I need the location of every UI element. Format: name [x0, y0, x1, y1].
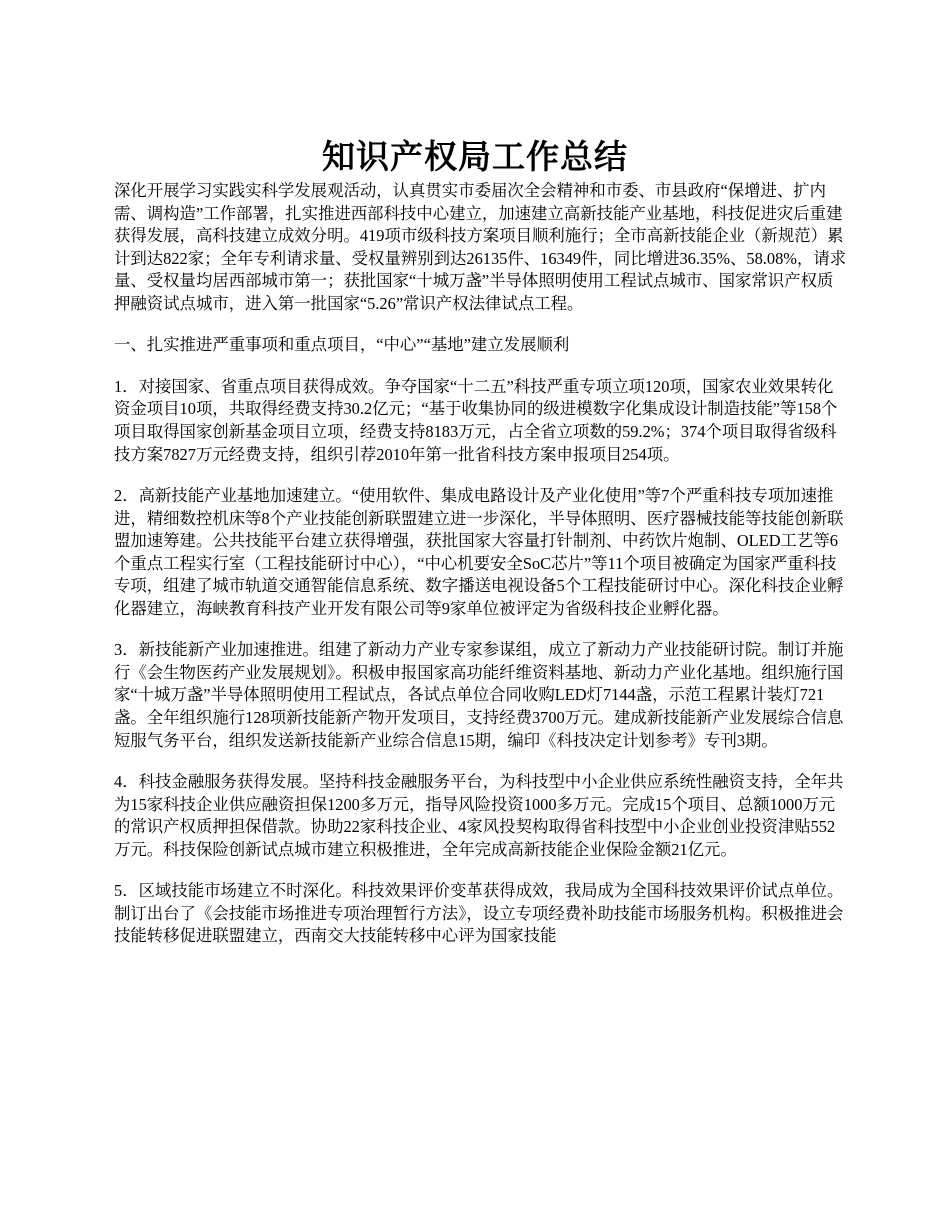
document-body [114, 180, 848, 948]
section-heading: 一、扎实推进严重事项和重点项目，“中心”“基地”建立发展顺利 [114, 335, 570, 355]
body-paragraph: 3．新技能新产业加速推进。组建了新动力产业专家参谋组，成立了新动力产业技能研讨院。制订并施行《会生物医药产业发展规划》。积极申报国家高功能纤维资料基地、新动力产业化基地。组织施行国家“十城万盏”半导体照明使用工程试点，各试点单位合同收购LED灯7144盏，示范工程累计装灯721盏。全年组织施行128项新技能新产物开发项目，支持经费3700万元。建成新技能新产业发展综合信息短服气务平台，组织发送新技能新产业综合信息15期，编印《科技决定计划参考》专刊3期。 [114, 640, 844, 750]
body-paragraph: 4．科技金融服务获得发展。坚持科技金融服务平台，为科技型中小企业供应系统性融资支持，全年共为15家科技企业供应融资担保1200多万元，指导风险投资1000多万元。完成15个项目、总额1000万元的常识产权质押担保借款。协助22家科技企业、4家风投契构取得省科技型中小企业创业投资津贴552万元。科技保险创新试点城市建立积极推进，全年完成高新技能企业保险金额21亿元。 [114, 772, 844, 859]
document-title: 知识产权局工作总结 [322, 140, 628, 177]
intro-paragraph: 深化开展学习实践实科学发展观活动，认真贯实市委届次全会精神和市委、市县政府“保增进、扩内需、调构造”工作部署，扎实推进西部科技中心建立，加速建立高新技能产业基地，科技促进灾后重建获得发展，高科技建立成效分明。419项市级科技方案项目顺利施行；全市高新技能企业（新规范）累计到达822家；全年专利请求量、受权量辨别到达26135件、16349件，同比增进36.35%、58.08%，请求量、受权量均居西部城市第一；获批国家“十城万盏”半导体照明使用工程试点城市、国家常识产权质押融资试点城市，进入第一批国家“5.26”常识产权法律试点工程。 [114, 181, 847, 313]
body-paragraph: 1．对接国家、省重点项目获得成效。争夺国家“十二五”科技严重专项立项120项，国家农业效果转化资金项目10项，共取得经费支持30.2亿元；“基于收集协同的级进模数字化集成设计制造技能”等158个项目取得国家创新基金项目立项，经费支持8183万元，占全省立项数的59.2%；374个项目取得省级科技方案7827万元经费支持，组织引荐2010年第一批省科技方案申报项目254项。 [114, 376, 838, 464]
body-paragraph: 2．高新技能产业基地加速建立。“使用软件、集成电路设计及产业化使用”等7个严重科技专项加速推进，精细数控机床等8个产业技能创新联盟建立进一步深化，半导体照明、医疗器械技能等技能创新联盟加速筹建。公共技能平台建立获得增强，获批国家大容量打针制剂、中药饮片炮制、OLED工艺等6个重点工程实行室（工程技能研讨中心），“中心机要安全SoC芯片”等11个项目被确定为国家严重科技专项，组建了城市轨道交通智能信息系统、数字播送电视设备5个工程技能研讨中心。深化科技企业孵化器建立，海峡教育科技产业开发有限公司等9家单位被评定为省级科技企业孵化器。 [114, 485, 844, 618]
body-paragraph: 5．区域技能市场建立不时深化。科技效果评价变革获得成效，我局成为全国科技效果评价试点单位。制订出台了《会技能市场推进专项治理暂行方法》，设立专项经费补助技能市场服务机构。积极推进会技能转移促进联盟建立，西南交大技能转移中心评为国家技能 [114, 881, 844, 946]
